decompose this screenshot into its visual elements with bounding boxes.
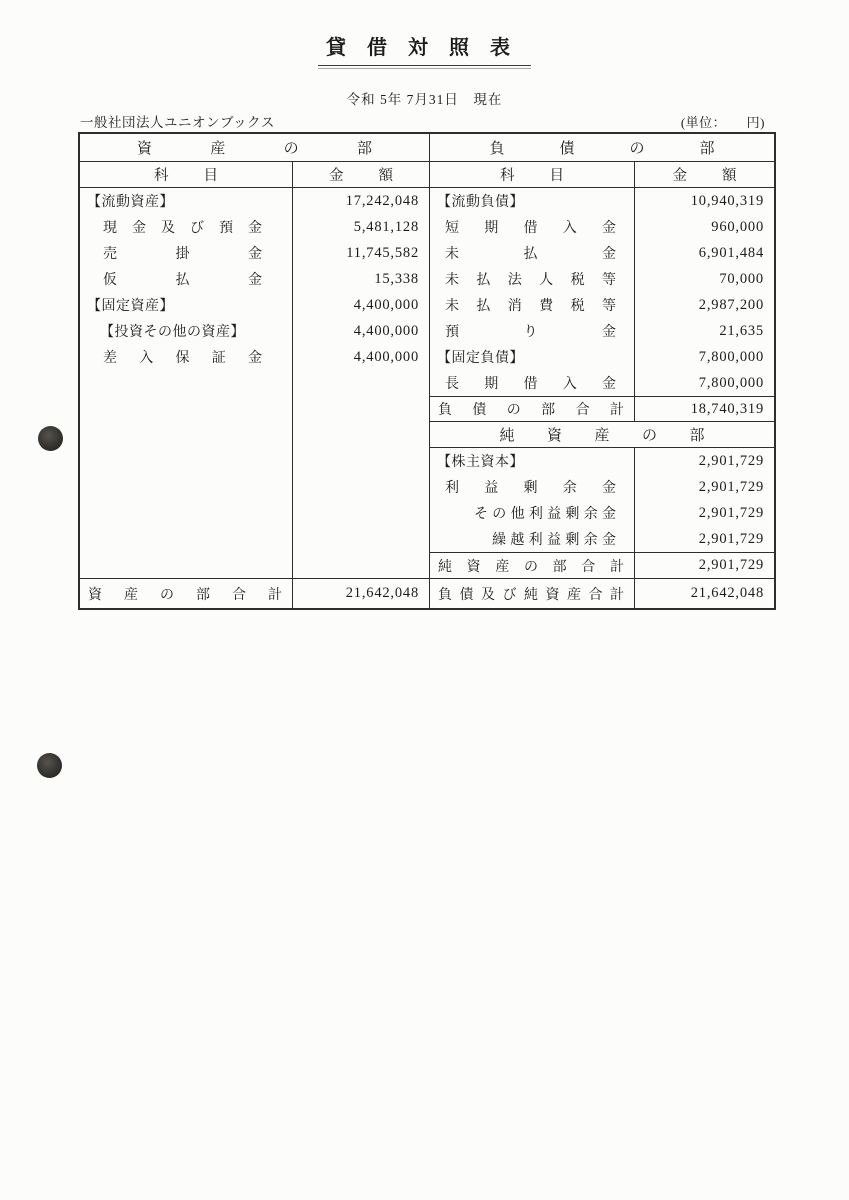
- liabilities-section-title: 負 債 の 部: [489, 141, 715, 157]
- account-cell: [430, 474, 635, 500]
- amount-cell: [635, 448, 774, 474]
- account-name: 【株主資本】: [437, 455, 524, 470]
- account-cell: [430, 370, 635, 396]
- amount-cell: [293, 240, 429, 266]
- account-cell: [430, 240, 635, 266]
- account-name: 【流動負債】: [437, 195, 524, 210]
- amount-cell: [293, 266, 429, 292]
- amount-value: 6,901,484: [698, 244, 764, 261]
- account-name: 仮 払 金: [103, 273, 262, 288]
- liabilities-account-header-cell: [430, 162, 635, 187]
- assets-column-headers: [80, 162, 429, 188]
- account-cell: [430, 214, 635, 240]
- account-cell: [430, 188, 635, 214]
- table-row: [430, 474, 774, 500]
- amount-value: 4,400,000: [353, 322, 419, 339]
- account-name: 【投資その他の資産】: [100, 325, 245, 340]
- hole-punch-top: [38, 426, 63, 451]
- amount-header-label: 金 額: [672, 168, 737, 184]
- page-title: 貸借対照表: [318, 31, 531, 66]
- account-cell: [430, 526, 635, 552]
- amount-value: 2,901,729: [698, 478, 764, 495]
- table-row: [430, 292, 774, 318]
- table-row: [80, 292, 429, 318]
- table-row: [430, 188, 774, 214]
- amount-cell: [635, 344, 774, 370]
- account-cell: [430, 579, 635, 608]
- table-row: [80, 240, 429, 266]
- account-name: 【流動資産】: [87, 195, 174, 210]
- liabilities-total-label: 負 債 の 部 合 計: [438, 403, 624, 418]
- liabilities-total-row: [430, 396, 774, 422]
- account-header-label: 科 目: [154, 168, 218, 184]
- account-cell: [80, 579, 293, 608]
- hole-punch-bottom: [37, 753, 62, 778]
- table-row: [430, 344, 774, 370]
- amount-value: 2,901,729: [698, 452, 764, 469]
- table-row: [430, 240, 774, 266]
- liabilities-section: [429, 134, 774, 608]
- account-cell: [80, 344, 293, 370]
- table-row: [430, 526, 774, 552]
- liabilities-amount-header-cell: [635, 162, 774, 187]
- amount-value: 70,000: [719, 270, 764, 287]
- amount-cell: [293, 292, 429, 318]
- net-assets-section-header: [430, 422, 774, 448]
- table-row: [430, 266, 774, 292]
- account-cell: [430, 448, 635, 474]
- table-row: [80, 344, 429, 370]
- assets-total-value: 21,642,048: [345, 585, 419, 601]
- amount-value: 15,338: [374, 270, 419, 287]
- account-name: 差 入 保 証 金: [103, 351, 262, 366]
- amount-cell: [635, 474, 774, 500]
- assets-section: [80, 134, 429, 608]
- balance-sheet-table: [78, 132, 776, 610]
- account-name: 短 期 借 入 金: [445, 221, 616, 236]
- account-name: 未 払 消 費 税 等: [445, 299, 616, 314]
- amount-cell: [635, 553, 774, 578]
- assets-total-row: [80, 578, 429, 608]
- net-assets-section-title: 純 資 産 の 部: [499, 428, 705, 444]
- account-name: 繰 越 利 益 剰 余 金: [492, 533, 616, 548]
- amount-value: 5,481,128: [353, 218, 419, 235]
- grand-total-value: 21,642,048: [690, 585, 764, 601]
- assets-account-header-cell: [80, 162, 293, 187]
- account-name: 預 り 金: [445, 325, 616, 340]
- account-name: 【固定資産】: [87, 299, 174, 314]
- account-cell: [430, 318, 635, 344]
- assets-section-title: 資 産 の 部: [137, 141, 372, 157]
- account-name: 長 期 借 入 金: [445, 377, 616, 392]
- liabilities-section-header: [430, 134, 774, 162]
- amount-value: 11,745,582: [346, 244, 419, 261]
- grand-total-row: [430, 578, 774, 608]
- account-cell: [80, 292, 293, 318]
- table-row: [430, 500, 774, 526]
- assets-empty-space: [80, 370, 429, 578]
- table-row: [430, 448, 774, 474]
- assets-total-label: 資 産 の 部 合 計: [88, 587, 282, 603]
- amount-value: 4,400,000: [353, 296, 419, 313]
- amount-value: 2,987,200: [698, 296, 764, 313]
- account-name: 【固定負債】: [437, 351, 524, 366]
- account-name: 現 金 及 び 預 金: [103, 221, 262, 236]
- amount-value: 2,901,729: [698, 530, 764, 547]
- account-cell: [430, 500, 635, 526]
- net-assets-total-label: 純 資 産 の 部 合 計: [438, 559, 624, 575]
- net-assets-total-row: [430, 552, 774, 578]
- account-name: 売 掛 金: [103, 247, 262, 262]
- amount-cell: [293, 188, 429, 214]
- account-cell: [430, 553, 635, 578]
- title-wrap: [0, 31, 849, 66]
- amount-value: 17,242,048: [345, 192, 419, 209]
- account-header-label: 科 目: [500, 168, 564, 184]
- amount-value: 7,800,000: [698, 374, 764, 391]
- amount-value: 7,800,000: [698, 348, 764, 365]
- amount-cell: [635, 318, 774, 344]
- amount-cell: [293, 214, 429, 240]
- unit-label: (単位： 円): [680, 115, 765, 130]
- amount-cell: [635, 240, 774, 266]
- account-cell: [80, 240, 293, 266]
- table-row: [80, 266, 429, 292]
- amount-cell: [635, 500, 774, 526]
- grand-total-label: 負 債 及 び 純 資 産 合 計: [438, 587, 624, 603]
- amount-cell: [635, 579, 774, 608]
- amount-header-label: 金 額: [329, 168, 393, 184]
- account-cell: [80, 266, 293, 292]
- account-cell: [430, 292, 635, 318]
- table-row: [430, 214, 774, 240]
- table-row: [80, 188, 429, 214]
- table-row: [430, 370, 774, 396]
- amount-cell: [635, 370, 774, 396]
- net-assets-total-value: 2,901,729: [698, 557, 764, 573]
- amount-cell: [293, 579, 429, 608]
- account-name: 未 払 金: [445, 247, 616, 262]
- account-cell: [80, 318, 293, 344]
- amount-cell: [293, 318, 429, 344]
- account-name: 未 払 法 人 税 等: [445, 273, 616, 288]
- empty-amount-cell: [293, 370, 429, 578]
- account-cell: [80, 214, 293, 240]
- amount-cell: [635, 214, 774, 240]
- amount-value: 21,635: [719, 322, 764, 339]
- amount-cell: [635, 292, 774, 318]
- amount-value: 960,000: [711, 218, 764, 235]
- report-date: 令和 5年 7月31日 現在: [346, 92, 503, 107]
- amount-cell: [635, 397, 774, 421]
- amount-cell: [635, 526, 774, 552]
- table-row: [80, 214, 429, 240]
- amount-value: 4,400,000: [353, 348, 419, 365]
- account-name: 利 益 剰 余 金: [445, 481, 616, 496]
- company-name: 一般社団法人ユニオンブックス: [80, 115, 275, 130]
- table-row: [430, 318, 774, 344]
- assets-amount-header-cell: [293, 162, 429, 187]
- account-cell: [430, 397, 635, 421]
- amount-value: 2,901,729: [698, 504, 764, 521]
- account-name: そ の 他 利 益 剰 余 金: [474, 507, 616, 522]
- liabilities-column-headers: [430, 162, 774, 188]
- account-cell: [80, 188, 293, 214]
- assets-section-header: [80, 134, 429, 162]
- account-cell: [430, 266, 635, 292]
- amount-cell: [635, 188, 774, 214]
- amount-cell: [293, 344, 429, 370]
- table-row: [80, 318, 429, 344]
- amount-cell: [635, 266, 774, 292]
- amount-value: 10,940,319: [690, 192, 764, 209]
- empty-account-cell: [80, 370, 293, 578]
- liabilities-total-value: 18,740,319: [690, 400, 764, 417]
- account-cell: [430, 344, 635, 370]
